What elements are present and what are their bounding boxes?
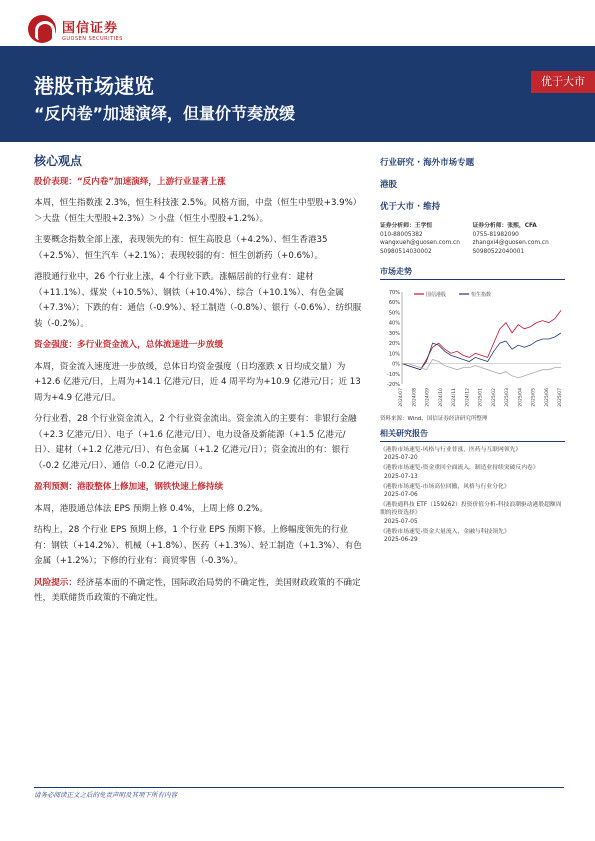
- company-logo: [28, 12, 148, 46]
- legend-label: 国信港股: [426, 292, 447, 298]
- report-title: 港股市场速览: [34, 74, 154, 98]
- x-tick-label: 2025/07: [558, 388, 563, 407]
- x-tick-label: 2024/11: [452, 388, 457, 407]
- x-tick-label: 2025/01: [478, 388, 484, 407]
- x-tick-label: 2024/07: [399, 388, 404, 407]
- paragraph: 结构上，28 个行业 EPS 预期上修，1 个行业 EPS 预期下修。上修幅度领先的行业有：钢铁（+14.2%）、机械（+1.8%）、医药（+1.3%）、轻工制造（+1.3%）、有色金属（+1.2%）；下修的行业有：商贸零售（-0.3%）。: [34, 525, 362, 566]
- y-tick-label: 30%: [388, 330, 400, 337]
- y-tick-label: -20%: [387, 382, 400, 388]
- legend-label: 恒生指数: [471, 292, 492, 298]
- x-tick-label: 2024/12: [465, 388, 471, 407]
- market-trend-heading: 市场走势: [380, 266, 565, 280]
- price-performance-headline: 股价表现：“反内卷”加速演绎，上游行业显著上涨: [34, 176, 226, 187]
- core-views: [34, 154, 364, 613]
- report-subtitle: “反内卷”加速演绎，但量价节奏放缓: [34, 104, 296, 123]
- y-tick-label: 40%: [388, 320, 400, 327]
- analyst-block: [380, 222, 565, 256]
- chart-svg: [380, 284, 565, 412]
- x-tick-label: 2025/03: [505, 388, 510, 407]
- y-tick-label: 20%: [388, 341, 400, 348]
- report-item[interactable]: 《港股通科技 ETF（159262）投资价值分析-科技浪潮驱动港股超额周期的投资选择》 2025-07-05: [380, 502, 562, 525]
- report-item[interactable]: 《港股市场速览-风格与行业普涨，医药与互联网领先》 2025-07-20: [380, 447, 522, 462]
- x-tick-label: 2024/10: [438, 388, 444, 407]
- paragraph: 主要概念指数全部上涨，表现领先的有：恒生高股息（+4.2%）、恒生香港35（+2.5%）、恒生汽车（+2.1%）；表现较弱的有：恒生创新药（+0.6%）。: [34, 235, 328, 261]
- section-title: 核心观点: [34, 154, 83, 168]
- analyst-1: 证券分析师：王学恒 010-88005382 wangxueh@guosen.com.cn S0980514030002: [380, 222, 473, 256]
- y-tick-label: 50%: [388, 310, 400, 317]
- paragraph: 本周，资金流入速度进一步放缓，总体日均资金强度（日均涨跌 x 日均成交量）为+12.6 亿港元/日，上周为+14.1 亿港元/日，近 4 周平均为+10.9 亿港元/日；近 13 周为+4.9 亿港元/日。: [34, 361, 361, 403]
- x-tick-label: 2025/04: [518, 388, 524, 407]
- rating-tag: 优于大市: [531, 71, 595, 93]
- paragraph: 港股通行业中，26 个行业上涨，4 个行业下跌。涨幅居前的行业有：建材（+11.1%）、煤炭（+10.5%）、钢铁（+10.4%）、综合（+10.1%）、有色金属（+7.3%）；下跌的有：通信（-0.9%）、轻工制造（-0.8%）、银行（-0.6%）、纺织服装（-0.2%）。: [34, 272, 362, 329]
- analyst-email[interactable]: zhangxi4@guosen.com.cn: [472, 240, 549, 246]
- report-category: 行业研究 · 海外市场专题: [380, 158, 475, 168]
- earnings-forecast-headline: 盈利预测：港股整体上修加速，钢铁快速上修持续: [34, 482, 224, 492]
- x-tick-label: 2025/02: [491, 388, 497, 407]
- series-line-1: [402, 310, 561, 369]
- y-tick-label: 60%: [388, 300, 400, 307]
- sidebar: [380, 156, 565, 546]
- analyst-2: 证券分析师：张熙，CFA 0755-81982090 zhangxi4@guosen.com.cn S0980522040001: [473, 222, 566, 256]
- series-line-2: [402, 333, 561, 370]
- footer-disclaimer: 请务必阅读正文之后的免责声明及其项下所有内容: [34, 791, 177, 799]
- y-tick-label: 10%: [388, 351, 400, 358]
- investment-rating: 优于大市 · 维持: [380, 202, 441, 212]
- y-tick-label: 0%: [392, 361, 400, 368]
- paragraph: 分行业看，28 个行业资金流入，2 个行业资金流出。资金流入的主要有：非银行金融（+2.3 亿港元/日）、电子（+1.6 亿港元/日）、电力设备及新能源（+1.5 亿港元/日）、建材（+1.2 亿港元/日）、有色金属（+1.2 亿港元/日）；资金流出的有：银行（-0.2 亿港元/日）、通信（-0.2 亿港元/日）。: [34, 414, 357, 471]
- x-tick-label: 2025/05: [531, 388, 537, 407]
- related-reports-list: [380, 446, 565, 544]
- related-reports-heading: 相关研究报告: [380, 428, 565, 442]
- x-tick-label: 2024/09: [425, 388, 431, 407]
- fund-strength-headline: 资金强度：多行业资金流入，总体流速进一步放缓: [34, 340, 224, 350]
- logo-name-en: GUOSEN SECURITIES: [62, 35, 123, 42]
- paragraph: 本周，恒生指数涨 2.3%，恒生科技涨 2.5%。风格方面，中盘（恒生中型股+3.9%）＞大盘（恒生大型股+2.3%）＞小盘（恒生小型股+1.2%）。: [34, 198, 362, 224]
- logo-name-cn: 国信证券: [62, 20, 119, 36]
- x-tick-label: 2024/08: [412, 388, 418, 407]
- y-tick-label: 70%: [388, 290, 400, 296]
- y-tick-label: -10%: [387, 371, 400, 378]
- analyst-email[interactable]: wangxueh@guosen.com.cn: [380, 240, 460, 246]
- footer-divider: [34, 787, 564, 788]
- report-item[interactable]: 《港股市场速览-市场高位回撤，风格与行业分化》 2025-07-06: [380, 483, 510, 499]
- industry-name: 港股: [380, 180, 398, 190]
- report-item[interactable]: 《港股市场速览-资金大量流入，金融与科技领先》 2025-06-29: [380, 528, 510, 544]
- risk-warning: 风险提示：经济基本面的不确定性，国际政治局势的不确定性，美国财政政策的不确定性，美联储货币政策的不确定性。: [34, 577, 361, 603]
- logo-icon: [28, 15, 56, 43]
- chart-source: 资料来源：Wind、国信证券经济研究所整理: [380, 416, 488, 422]
- report-item[interactable]: 《港股市场速览-资金重回全面流入，制造业持续突破反内卷》 2025-07-13: [380, 465, 539, 480]
- paragraph: 本周，港股通总体法 EPS 预期上修 0.4%，上周上修 0.2%。: [34, 503, 268, 514]
- market-trend-chart: [380, 284, 565, 412]
- x-tick-label: 2025/06: [544, 388, 550, 407]
